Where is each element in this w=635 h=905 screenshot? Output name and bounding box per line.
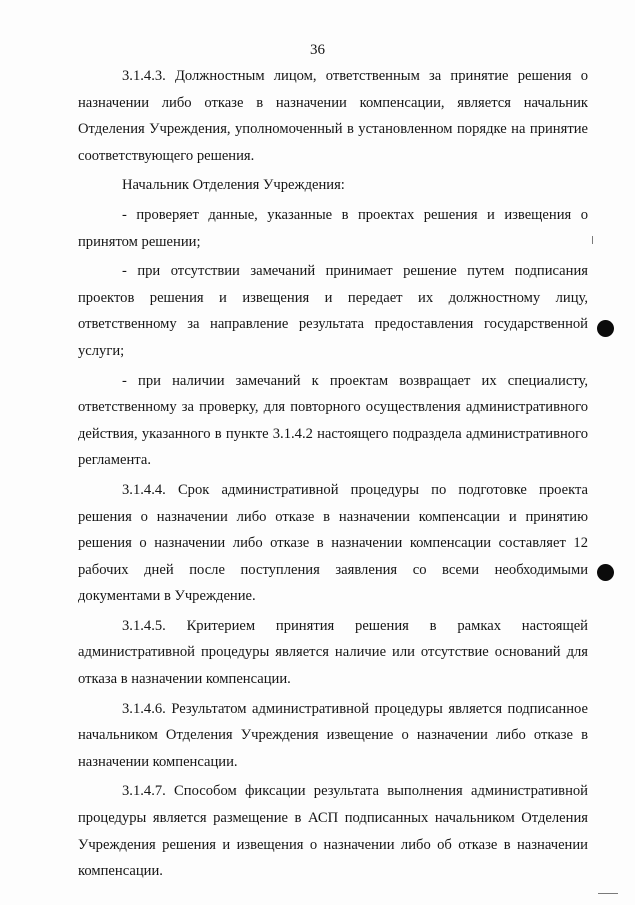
punch-hole-bottom: [597, 564, 614, 581]
paragraph-3-1-4-6: 3.1.4.6. Результатом административной процедуры является подписанное начальником Отделения Учреждения извещение о назначении либо отказе в назначении компенсации.: [78, 700, 588, 770]
list-item-check-data: - проверяет данные, указанные в проектах решения и извещения о принятом решении;: [78, 206, 588, 250]
punch-hole-top: [597, 320, 614, 337]
scan-speck: [592, 236, 593, 244]
list-item-with-remarks: - при наличии замечаний к проектам возвращает их специалисту, ответственному за проверку, для повторного осуществления административного действия, указанного в пункте 3.1.4.2 настоящего подраздела административного регламента.: [78, 372, 588, 469]
scan-speck: [598, 893, 618, 894]
paragraph-head-intro: Начальник Отделения Учреждения:: [122, 177, 345, 194]
paragraph-3-1-4-3: 3.1.4.3. Должностным лицом, ответственным за принятие решения о назначении либо отказе в назначении компенсации, является начальник Отделения Учреждения, уполномоченный в установленном порядке на принятие соответствующего решения.: [78, 68, 588, 164]
paragraph-3-1-4-5: 3.1.4.5. Критерием принятия решения в рамках настоящей административной процедуры является наличие или отсутствие оснований для отказа в назначении компенсации.: [78, 617, 588, 688]
paragraph-3-1-4-7: 3.1.4.7. Способом фиксации результата выполнения административной процедуры является размещение в АСП подписанных начальником Отделения Учреждения решения и извещения о назначении либо об отказе в назначении компенсации.: [78, 783, 588, 880]
list-item-no-remarks: - при отсутствии замечаний принимает решение путем подписания проектов решения и извещения и передает их должностному лицу, ответственному за направление результата предоставления государственной услуги;: [78, 263, 588, 359]
paragraph-3-1-4-4: 3.1.4.4. Срок административной процедуры по подготовке проекта решения о назначении либо отказе в назначении компенсации и принятию решения о назначении либо отказе в назначении компенсации составляет 12 рабочих дней после поступления заявления со всеми необходимыми документами в Учреждение.: [78, 481, 588, 605]
document-body: [78, 63, 588, 885]
page-number: 36: [310, 42, 325, 58]
